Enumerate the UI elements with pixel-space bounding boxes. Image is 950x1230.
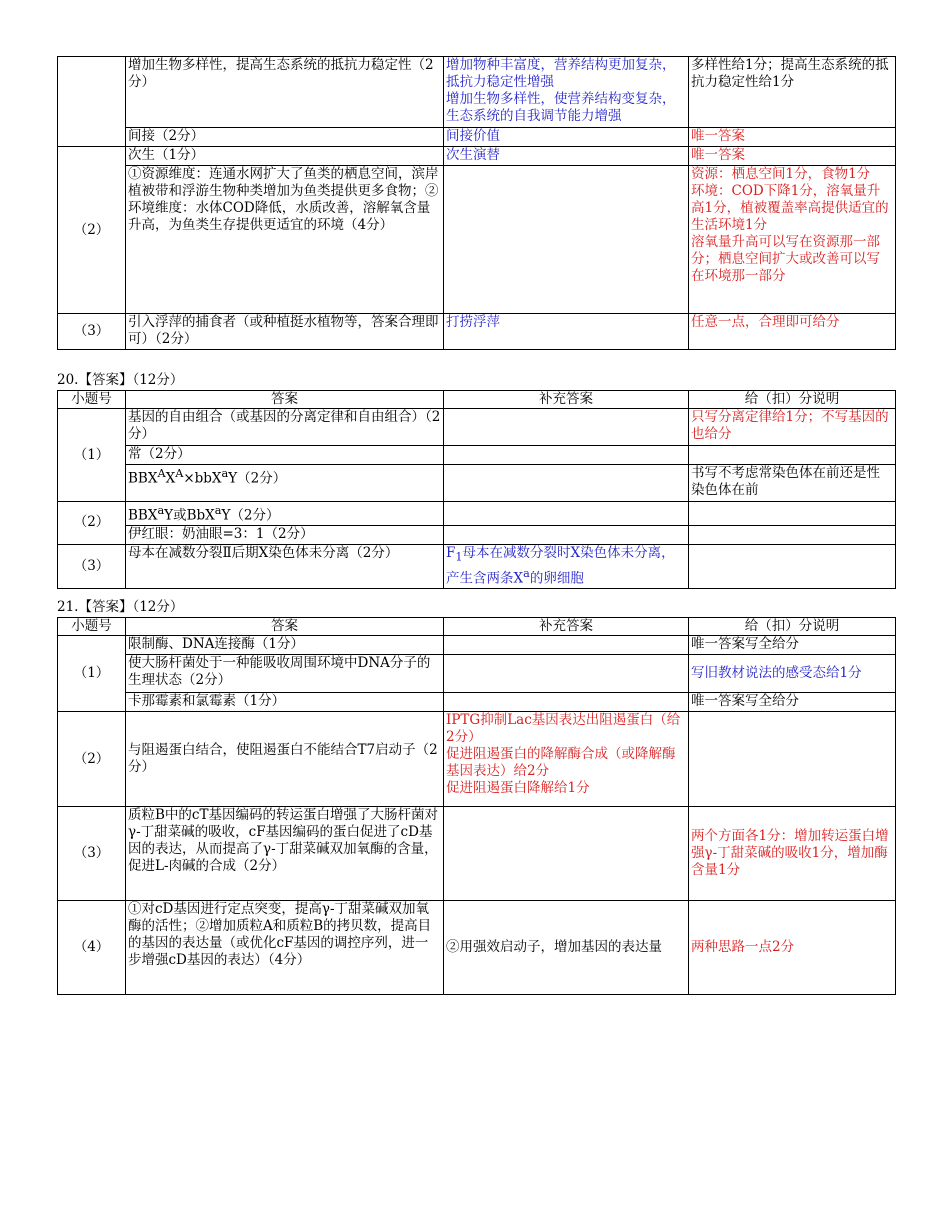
supplement-line: 增加生物多样性，使营养结构变复杂，生态系统的自我调节能力增强 bbox=[446, 91, 676, 124]
q20-table bbox=[57, 390, 896, 589]
answer-cell: 常（2分） bbox=[126, 446, 444, 465]
note-cell bbox=[689, 544, 896, 588]
note-cell: 唯一答案写全给分 bbox=[689, 693, 896, 712]
table-row bbox=[58, 128, 896, 147]
note-cell bbox=[689, 502, 896, 526]
header-question-number: 小题号 bbox=[58, 391, 126, 409]
table-row bbox=[58, 636, 896, 655]
supplement-part: 母本在减数分裂时X染色体未分离，产生含两条X bbox=[446, 544, 675, 587]
header-note: 给（扣）分说明 bbox=[689, 618, 896, 636]
supplement-line: IPTG抑制Lac基因表达出阻遏蛋白（给2分） bbox=[446, 712, 681, 745]
table-row bbox=[58, 57, 896, 128]
answer-cell: 母本在减数分裂Ⅱ后期X染色体未分离（2分） bbox=[126, 544, 444, 588]
supplement-part: F bbox=[446, 544, 456, 561]
answer-cell: 质粒B中的cT基因编码的转运蛋白增强了大肠杆菌对γ-丁甜菜碱的吸收，cF基因编码的蛋白促进了cD基因的表达，从而提高了γ-丁甜菜碱双加氧酶的含量，促进L-肉碱的合成（2分） bbox=[126, 807, 444, 901]
table-header-row bbox=[58, 618, 896, 636]
superscript: a bbox=[523, 567, 530, 581]
supplement-line: 增加物种丰富度，营养结构更加复杂，抵抗力稳定性增强 bbox=[446, 57, 676, 90]
superscript: A bbox=[175, 467, 184, 480]
table-row bbox=[58, 465, 896, 502]
answer-cell: 伊红眼：奶油眼=3：1（2分） bbox=[126, 525, 444, 544]
table-row bbox=[58, 544, 896, 588]
question-number-cell: （3） bbox=[58, 544, 126, 588]
note-cell: 写旧教材说法的感受态给1分 bbox=[689, 655, 896, 693]
table-row bbox=[58, 525, 896, 544]
supplement-cell bbox=[444, 166, 689, 314]
note-cell: 唯一答案写全给分 bbox=[689, 636, 896, 655]
superscript: a bbox=[157, 504, 165, 517]
genotype-part: Y或BbX bbox=[164, 507, 215, 524]
table-header-row bbox=[58, 391, 896, 409]
q21-table bbox=[57, 617, 896, 995]
genotype-part: ×bbX bbox=[183, 470, 222, 487]
supplement-cell bbox=[444, 409, 689, 446]
note-cell bbox=[689, 712, 896, 807]
note-cell: 任意一点，合理即可给分 bbox=[689, 314, 896, 350]
table-row bbox=[58, 693, 896, 712]
answer-cell: 增加生物多样性，提高生态系统的抵抗力稳定性（2分） bbox=[126, 57, 444, 128]
supplement-cell: 间接价值 bbox=[444, 128, 689, 147]
table-row bbox=[58, 901, 896, 995]
answer-cell: ①资源维度：连通水网扩大了鱼类的栖息空间，滨岸植被带和浮游生物种类增加为鱼类提供更多食物；②环境维度：水体COD降低，水质改善，溶解氧含量升高，为鱼类生存提供更适宜的环境（4分） bbox=[126, 166, 444, 314]
genotype-part: Y（2分） bbox=[221, 507, 280, 524]
table-row bbox=[58, 409, 896, 446]
supplement-cell bbox=[444, 655, 689, 693]
note-cell: 唯一答案 bbox=[689, 128, 896, 147]
genotype-part: BBX bbox=[128, 507, 158, 524]
answer-cell: 基因的自由组合（或基因的分离定律和自由组合）（2分） bbox=[126, 409, 444, 446]
supplement-cell bbox=[444, 57, 689, 128]
note-line: 环境：COD下降1分，溶氧量升高1分，植被覆盖率高提供适宜的生活环境1分 bbox=[691, 183, 889, 233]
answer-cell: 次生（1分） bbox=[126, 147, 444, 166]
answer-cell bbox=[126, 465, 444, 502]
answer-cell bbox=[126, 502, 444, 526]
answer-cell: 引入浮萍的捕食者（或种植挺水植物等，答案合理即可）（2分） bbox=[126, 314, 444, 350]
note-cell bbox=[689, 446, 896, 465]
header-question-number: 小题号 bbox=[58, 618, 126, 636]
header-answer: 答案 bbox=[126, 618, 444, 636]
note-cell: 两种思路一点2分 bbox=[689, 901, 896, 995]
table-row bbox=[58, 446, 896, 465]
supplement-cell bbox=[444, 807, 689, 901]
note-cell: 只写分离定律给1分；不写基因的也给分 bbox=[689, 409, 896, 446]
supplement-cell bbox=[444, 712, 689, 807]
note-cell: 多样性给1分；提高生态系统的抵抗力稳定性给1分 bbox=[689, 57, 896, 128]
header-answer: 答案 bbox=[126, 391, 444, 409]
header-supplement: 补充答案 bbox=[444, 618, 689, 636]
genotype-part: X bbox=[165, 470, 176, 487]
question-number-cell: （2） bbox=[58, 502, 126, 545]
superscript: a bbox=[214, 504, 222, 517]
question-number-cell: （1） bbox=[58, 409, 126, 502]
question-number-cell: （3） bbox=[58, 807, 126, 901]
supplement-cell bbox=[444, 544, 689, 588]
question-number-cell: （4） bbox=[58, 901, 126, 995]
note-line: 资源：栖息空间1分，食物1分 bbox=[691, 166, 871, 182]
answer-cell: 限制酶、DNA连接酶（1分） bbox=[126, 636, 444, 655]
genotype-part: Y（2分） bbox=[228, 470, 287, 487]
supplement-cell: ②用强效启动子，增加基因的表达量 bbox=[444, 901, 689, 995]
answer-cell: 与阻遏蛋白结合，使阻遏蛋白不能结合T7启动子（2分） bbox=[126, 712, 444, 807]
header-supplement: 补充答案 bbox=[444, 391, 689, 409]
table-row bbox=[58, 712, 896, 807]
table-row bbox=[58, 147, 896, 166]
table-row bbox=[58, 314, 896, 350]
supplement-cell bbox=[444, 502, 689, 526]
supplement-cell bbox=[444, 636, 689, 655]
supplement-line: 促进阻遏蛋白降解给1分 bbox=[446, 780, 590, 796]
q19-table bbox=[57, 56, 896, 350]
supplement-cell: 次生演替 bbox=[444, 147, 689, 166]
note-cell bbox=[689, 166, 896, 314]
supplement-cell bbox=[444, 465, 689, 502]
table-row bbox=[58, 166, 896, 314]
q21-title: 21.【答案】（12分） bbox=[57, 599, 184, 615]
question-number-cell: （2） bbox=[58, 712, 126, 807]
note-cell: 书写不考虑常染色体在前还是性染色体在前 bbox=[689, 465, 896, 502]
header-note: 给（扣）分说明 bbox=[689, 391, 896, 409]
answer-cell: ①对cD基因进行定点突变，提高γ-丁甜菜碱双加氧酶的活性；②增加质粒A和质粒B的拷贝数，提高目的基因的表达量（或优化cF基因的调控序列，进一步增强cD基因的表达）（4分） bbox=[126, 901, 444, 995]
supplement-cell bbox=[444, 446, 689, 465]
answer-cell: 间接（2分） bbox=[126, 128, 444, 147]
answer-cell: 使大肠杆菌处于一种能吸收周围环境中DNA分子的生理状态（2分） bbox=[126, 655, 444, 693]
genotype-part: BBX bbox=[128, 470, 158, 487]
question-number-cell: （2） bbox=[58, 147, 126, 314]
table-row bbox=[58, 655, 896, 693]
table-row bbox=[58, 502, 896, 526]
q20-title: 20.【答案】（12分） bbox=[57, 372, 184, 388]
supplement-cell bbox=[444, 525, 689, 544]
supplement-part: 的卵细胞 bbox=[529, 570, 584, 587]
note-cell bbox=[689, 525, 896, 544]
superscript: a bbox=[221, 467, 229, 480]
supplement-cell bbox=[444, 693, 689, 712]
supplement-cell: 打捞浮萍 bbox=[444, 314, 689, 350]
subscript: 1 bbox=[455, 550, 463, 564]
superscript: A bbox=[157, 467, 166, 480]
question-number-cell: （3） bbox=[58, 314, 126, 350]
note-cell: 唯一答案 bbox=[689, 147, 896, 166]
table-row bbox=[58, 807, 896, 901]
answer-cell: 卡那霉素和氯霉素（1分） bbox=[126, 693, 444, 712]
note-cell: 两个方面各1分：增加转运蛋白增强γ-丁甜菜碱的吸收1分，增加酶含量1分 bbox=[689, 807, 896, 901]
question-number-cell: （1） bbox=[58, 636, 126, 712]
question-number-cell bbox=[58, 57, 126, 147]
note-line: 溶氧量升高可以写在资源那一部分；栖息空间扩大或改善可以写在环境那一部分 bbox=[691, 234, 880, 284]
supplement-line: 促进阻遏蛋白的降解酶合成（或降解酶基因表达）给2分 bbox=[446, 746, 676, 779]
